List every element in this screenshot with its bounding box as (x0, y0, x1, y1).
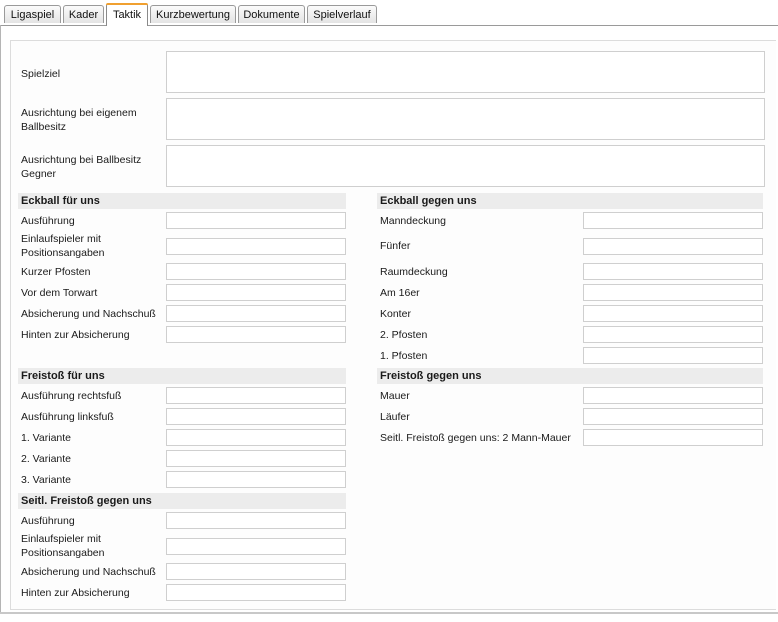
eckball-fuer-uns-header: Eckball für uns (18, 193, 346, 209)
ausrichtung-gegner-textarea[interactable] (166, 145, 765, 187)
bottom-border (0, 612, 778, 614)
variante-1-input[interactable] (166, 429, 346, 446)
tab-bar (0, 0, 778, 26)
zweiter-pfosten-input[interactable] (583, 326, 763, 343)
field-label: Konter (380, 308, 411, 320)
field-label: Absicherung und Nachschuß (21, 308, 156, 320)
eckball-ausfuehrung-input[interactable] (166, 212, 346, 229)
field-label: Raumdeckung (380, 266, 448, 278)
raumdeckung-input[interactable] (583, 263, 763, 280)
field-label: Läufer (380, 411, 410, 423)
field-label: Kurzer Pfosten (21, 266, 91, 278)
field-label: 2. Variante (21, 453, 72, 465)
erster-pfosten-input[interactable] (583, 347, 763, 364)
eckball-absicherung-input[interactable] (166, 305, 346, 322)
ausrichtung-eigen-label: Ausrichtung bei eigenem Ballbesitz (21, 107, 137, 133)
field-label: Hinten zur Absicherung (21, 587, 130, 599)
eckball-kurzer-pfosten-input[interactable] (166, 263, 346, 280)
eckball-einlaufspieler-input[interactable] (166, 238, 346, 255)
field-label: Absicherung und Nachschuß (21, 566, 156, 578)
field-label: Ausführung linksfuß (21, 411, 114, 423)
tab-ligaspiel[interactable]: Ligaspiel (4, 5, 61, 23)
field-label: 2. Pfosten (380, 329, 428, 341)
field-label: 1. Pfosten (380, 350, 428, 362)
field-label: Fünfer (380, 240, 411, 252)
field-label: Mauer (380, 390, 410, 402)
field-label: 1. Variante (21, 432, 72, 444)
ausrichtung-eigen-textarea[interactable] (166, 98, 765, 140)
field-label: Hinten zur Absicherung (21, 329, 130, 341)
ausfuehrung-linksfuss-input[interactable] (166, 408, 346, 425)
field-label: 3. Variante (21, 474, 72, 486)
konter-input[interactable] (583, 305, 763, 322)
eckball-vor-torwart-input[interactable] (166, 284, 346, 301)
tab-kader[interactable]: Kader (63, 5, 104, 23)
freistoss-gegen-uns-header: Freistoß gegen uns (377, 368, 763, 384)
field-label: Ausführung rechtsfuß (21, 390, 122, 402)
variante-2-input[interactable] (166, 450, 346, 467)
seitl-2-mann-mauer-input[interactable] (583, 429, 763, 446)
am-16er-input[interactable] (583, 284, 763, 301)
seitl-hinten-input[interactable] (166, 584, 346, 601)
seitl-freistoss-header: Seitl. Freistoß gegen uns (18, 493, 346, 509)
field-label: Vor dem Torwart (21, 287, 98, 299)
fuenfer-input[interactable] (583, 238, 763, 255)
tab-dokumente[interactable]: Dokumente (238, 5, 305, 23)
manndeckung-input[interactable] (583, 212, 763, 229)
tab-spielverlauf[interactable]: Spielverlauf (307, 5, 377, 23)
tab-taktik[interactable]: Taktik (106, 3, 148, 26)
field-label: Manndeckung (380, 215, 446, 227)
field-label: Ausführung (21, 515, 75, 527)
seitl-absicherung-input[interactable] (166, 563, 346, 580)
field-label: Seitl. Freistoß gegen uns: 2 Mann-Mauer (380, 432, 571, 444)
variante-3-input[interactable] (166, 471, 346, 488)
field-label: Am 16er (380, 287, 420, 299)
seitl-einlaufspieler-input[interactable] (166, 538, 346, 555)
spielziel-label: Spielziel (21, 68, 61, 80)
ausfuehrung-rechtsfuss-input[interactable] (166, 387, 346, 404)
field-label: Ausführung (21, 215, 75, 227)
field-label: Einlaufspieler mit Positionsangaben (21, 233, 105, 259)
seitl-ausfuehrung-input[interactable] (166, 512, 346, 529)
freistoss-fuer-uns-header: Freistoß für uns (18, 368, 346, 384)
ausrichtung-gegner-label: Ausrichtung bei Ballbesitz Gegner (21, 154, 142, 180)
laeufer-input[interactable] (583, 408, 763, 425)
spielziel-textarea[interactable] (166, 51, 765, 93)
field-label: Einlaufspieler mit Positionsangaben (21, 533, 105, 559)
tab-kurzbewertung[interactable]: Kurzbewertung (150, 5, 236, 23)
mauer-input[interactable] (583, 387, 763, 404)
eckball-hinten-input[interactable] (166, 326, 346, 343)
eckball-gegen-uns-header: Eckball gegen uns (377, 193, 763, 209)
